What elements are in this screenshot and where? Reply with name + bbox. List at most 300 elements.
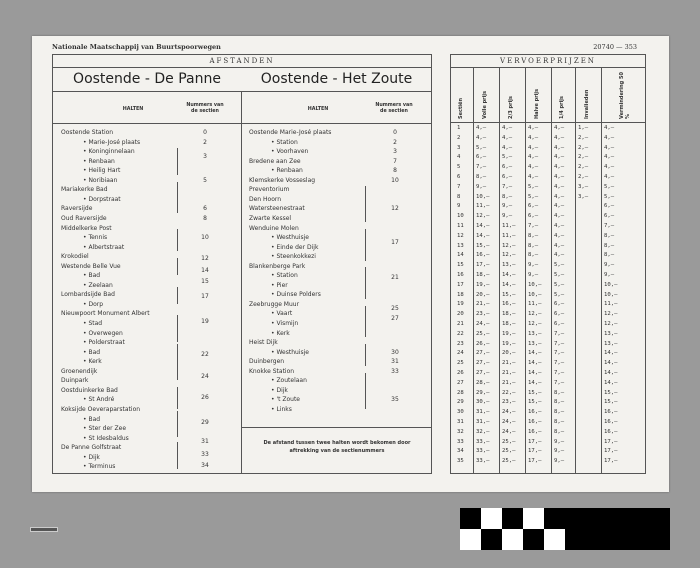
- price-cell: 6,—: [554, 321, 565, 327]
- stop-zoute: • Voorhaven: [271, 148, 309, 156]
- price-cell: 12,—: [604, 321, 618, 327]
- price-cell: 16,—: [502, 301, 516, 308]
- stop-panne: • Overwegen: [83, 329, 123, 337]
- price-cell: 9,—: [554, 448, 565, 455]
- price-column-header: 2/3 prijs: [508, 96, 514, 119]
- group-brace: [177, 258, 178, 275]
- stop-panne: • Bad: [83, 415, 101, 423]
- stop-panne: Middelkerke Post: [61, 224, 112, 232]
- stop-zoute: • Einde der Dijk: [271, 243, 319, 251]
- price-cell: 4,—: [604, 174, 615, 180]
- price-cell: 30,—: [476, 399, 490, 406]
- price-cell: 6,—: [502, 174, 513, 180]
- price-cell: 25,—: [502, 438, 516, 445]
- stop-panne: • St André: [83, 396, 115, 404]
- price-cell: 31,—: [476, 409, 490, 416]
- price-section-number: 22: [457, 330, 464, 337]
- zone-number-zoute: 7: [393, 157, 397, 165]
- price-section-number: 34: [457, 448, 464, 455]
- price-cell: 4,—: [554, 164, 565, 171]
- price-section-number: 30: [457, 409, 464, 416]
- stop-panne: • St Idesbaldus: [83, 434, 129, 442]
- price-cell: 14,—: [604, 370, 618, 376]
- stop-zoute: • Pier: [271, 281, 288, 289]
- price-section-number: 5: [457, 164, 461, 171]
- price-cell: 32,—: [476, 428, 490, 435]
- price-section-number: 26: [457, 370, 464, 376]
- price-cell: 14,—: [476, 223, 490, 229]
- price-cell: 4,—: [554, 252, 565, 259]
- price-cell: 17,—: [604, 458, 618, 465]
- price-column-header: Invalieden: [584, 89, 590, 119]
- price-cell: 3,—: [578, 183, 589, 190]
- stop-zoute: • Duinse Polders: [271, 291, 321, 299]
- stop-panne: • Tennis: [83, 234, 108, 242]
- stop-panne: • Dorp: [83, 300, 104, 308]
- group-brace: [365, 186, 366, 222]
- price-cell: 4,—: [528, 164, 539, 171]
- group-brace: [365, 306, 366, 337]
- price-cell: 9,—: [502, 213, 513, 220]
- price-cell: 12,—: [502, 252, 516, 259]
- price-cell: 13,—: [604, 330, 618, 337]
- price-cell: 3,—: [578, 193, 589, 200]
- price-cell: 22,—: [502, 389, 516, 396]
- price-cell: 12,—: [476, 213, 490, 220]
- price-cell: 15,—: [528, 399, 542, 406]
- price-cell: 6,—: [604, 203, 615, 210]
- stop-zoute: • Westhuisje: [271, 234, 309, 242]
- price-cell: 16,—: [604, 428, 618, 435]
- stop-zoute: Den Hoorn: [249, 195, 282, 203]
- stop-zoute: Zeebrugge Muur: [249, 300, 300, 308]
- zone-number-zoute: 27: [391, 315, 399, 323]
- price-cell: 6,—: [604, 213, 615, 220]
- zone-number-zoute: 21: [391, 274, 399, 282]
- group-brace: [177, 411, 178, 438]
- zone-number-zoute: 35: [391, 396, 399, 404]
- price-cell: 8,—: [554, 409, 565, 416]
- price-cell: 9,—: [528, 272, 539, 278]
- price-section-number: 18: [457, 291, 464, 298]
- price-cell: 4,—: [528, 125, 539, 131]
- afstanden-title: AFSTANDEN: [53, 55, 431, 68]
- stop-panne: • Dijk: [83, 453, 100, 461]
- price-section-number: 4: [457, 154, 461, 161]
- price-section-number: 33: [457, 438, 464, 445]
- group-brace: [177, 229, 178, 251]
- price-cell: 15,—: [476, 242, 490, 249]
- price-cell: 27,—: [476, 360, 490, 367]
- stop-panne: Oud Raversijde: [61, 214, 107, 222]
- price-cell: 8,—: [528, 252, 539, 259]
- group-brace: [177, 442, 178, 469]
- price-cell: 11,—: [502, 232, 516, 239]
- price-section-number: 10: [457, 213, 464, 220]
- group-brace: [365, 229, 366, 260]
- stop-panne: Lombardsijde Bad: [61, 291, 115, 299]
- price-cell: 11,—: [528, 301, 542, 308]
- zone-number-zoute: 30: [391, 348, 399, 356]
- price-cell: 4,—: [554, 213, 565, 220]
- price-cell: 23,—: [502, 399, 516, 406]
- stop-panne: • Terminus: [83, 463, 116, 471]
- price-section-number: 31: [457, 419, 464, 425]
- price-cell: 8,—: [554, 428, 565, 435]
- price-cell: 17,—: [528, 448, 542, 455]
- price-cell: 5,—: [554, 291, 565, 298]
- zone-number-panne: 12: [201, 255, 209, 263]
- price-cell: 16,—: [476, 252, 490, 259]
- zone-number-panne: 19: [201, 318, 209, 326]
- price-cell: 21,—: [502, 370, 516, 376]
- price-section-number: 29: [457, 399, 464, 406]
- price-section-number: 24: [457, 350, 464, 357]
- price-cell: 9,—: [554, 438, 565, 445]
- stop-panne: • Bad: [83, 272, 101, 280]
- price-cell: 17,—: [476, 262, 490, 269]
- halten-header-zoute: HALTEN: [307, 107, 329, 112]
- price-cell: 4,—: [476, 125, 487, 131]
- price-section-number: 23: [457, 340, 464, 347]
- price-cell: 4,—: [528, 174, 539, 180]
- price-cell: 8,—: [528, 232, 539, 239]
- price-cell: 4,—: [476, 134, 487, 141]
- zone-number-panne: 22: [201, 350, 209, 358]
- zone-number-zoute: 2: [393, 138, 397, 146]
- stop-panne: • Albertstraat: [83, 243, 125, 251]
- price-cell: 8,—: [502, 193, 513, 200]
- price-column-header: Halve prijs: [534, 88, 540, 119]
- stop-panne: • Kerk: [83, 358, 102, 366]
- stop-zoute: • Steenkokkezi: [271, 253, 316, 261]
- price-cell: 2,—: [578, 154, 589, 161]
- scale-bar: [460, 508, 670, 550]
- price-cell: 8,—: [604, 242, 615, 249]
- zone-number-zoute: 31: [391, 358, 399, 366]
- price-cell: 7,—: [554, 340, 565, 347]
- zone-number-zoute: 8: [393, 167, 397, 175]
- stop-panne: Groenendijk: [61, 367, 98, 375]
- zone-number-panne: 31: [201, 438, 209, 446]
- price-cell: 12,—: [502, 242, 516, 249]
- price-cell: 16,—: [604, 409, 618, 416]
- price-cell: 17,—: [604, 448, 618, 455]
- price-cell: 5,—: [528, 193, 539, 200]
- price-section-number: 13: [457, 242, 464, 249]
- price-cell: 14,—: [528, 370, 542, 376]
- price-cell: 7,—: [476, 164, 487, 171]
- price-cell: 16,—: [604, 419, 618, 425]
- zone-number-zoute: 0: [393, 129, 397, 136]
- group-brace: [365, 344, 366, 366]
- stop-zoute: • 't Zoute: [271, 396, 300, 404]
- price-section-number: 21: [457, 321, 464, 327]
- price-cell: 7,—: [528, 223, 539, 229]
- group-brace: [365, 267, 366, 298]
- price-cell: 4,—: [502, 134, 513, 141]
- stop-zoute: • Station: [271, 138, 298, 146]
- price-cell: 5,—: [502, 154, 513, 161]
- price-column-header: Volle prijs: [482, 90, 488, 119]
- price-cell: 5,—: [528, 183, 539, 190]
- price-column-header: Sectiën: [458, 97, 464, 119]
- stop-panne: • Marie-José plaats: [83, 138, 141, 146]
- price-cell: 4,—: [554, 203, 565, 210]
- print-reference: 20740 — 353: [593, 43, 637, 51]
- price-column-header: Vermindering 50 %: [619, 72, 631, 119]
- price-cell: 20,—: [502, 350, 516, 357]
- price-column-header: 1/4 prijs: [559, 96, 565, 119]
- price-cell: 4,—: [502, 125, 513, 131]
- zone-header-panne: Nummers van de sectien: [186, 103, 224, 114]
- price-cell: 18,—: [502, 321, 516, 327]
- price-cell: 14,—: [604, 350, 618, 357]
- price-cell: 7,—: [604, 223, 615, 229]
- price-cell: 2,—: [578, 144, 589, 151]
- stop-zoute: Blankenberge Park: [249, 262, 306, 270]
- price-cell: 17,—: [528, 458, 542, 465]
- stop-panne: • Renbaan: [83, 157, 115, 165]
- price-section-number: 32: [457, 428, 464, 435]
- zone-number-panne: 24: [201, 373, 209, 381]
- price-cell: 5,—: [554, 281, 565, 288]
- price-cell: 6,—: [528, 213, 539, 220]
- stop-panne: • Stad: [83, 320, 103, 327]
- price-cell: 4,—: [604, 134, 615, 141]
- stop-zoute: Heist Dijk: [249, 339, 278, 347]
- price-cell: 9,—: [604, 272, 615, 278]
- price-section-number: 27: [457, 379, 464, 386]
- stop-zoute: Watersteenestraat: [249, 205, 305, 213]
- price-cell: 21,—: [502, 360, 516, 367]
- stop-zoute: Wenduine Molen: [249, 224, 299, 232]
- stop-zoute: Knokke Station: [249, 367, 295, 375]
- price-cell: 19,—: [502, 340, 516, 347]
- price-cell: 25,—: [476, 330, 490, 337]
- zone-number-panne: 17: [201, 293, 209, 301]
- stop-panne: De Panne Golfstraat: [61, 444, 122, 452]
- price-cell: 7,—: [554, 370, 565, 376]
- zone-number-panne: 2: [203, 138, 207, 146]
- price-cell: 11,—: [604, 301, 618, 308]
- price-cell: 8,—: [554, 419, 565, 425]
- price-cell: 9,—: [554, 458, 565, 465]
- price-cell: 16,—: [528, 428, 542, 435]
- price-cell: 4,—: [528, 154, 539, 161]
- price-cell: 25,—: [502, 458, 516, 465]
- distance-note: De afstand tussen twee halten wordt bekomen door aftrekking van de sectienummers: [263, 440, 411, 454]
- stop-zoute: • Vaart: [271, 310, 293, 318]
- stop-zoute: • Station: [271, 272, 298, 280]
- price-cell: 5,—: [554, 262, 565, 269]
- price-section-number: 15: [457, 262, 464, 269]
- stop-panne: • Dorpstraat: [83, 195, 121, 203]
- stop-zoute: Bredene aan Zee: [249, 157, 301, 165]
- zone-number-zoute: 3: [393, 148, 397, 156]
- price-cell: 29,—: [476, 389, 490, 396]
- afstanden-box: [52, 54, 432, 474]
- price-section-number: 8: [457, 193, 461, 200]
- price-cell: 11,—: [502, 223, 516, 229]
- price-section-number: 7: [457, 183, 461, 190]
- price-cell: 4,—: [554, 134, 565, 141]
- price-cell: 4,—: [604, 144, 615, 151]
- price-cell: 4,—: [554, 223, 565, 229]
- price-cell: 4,—: [554, 174, 565, 180]
- group-brace: [177, 287, 178, 304]
- price-section-number: 28: [457, 389, 464, 396]
- price-cell: 9,—: [476, 183, 487, 190]
- price-cell: 33,—: [476, 438, 490, 445]
- price-cell: 16,—: [528, 409, 542, 416]
- stop-panne: • Polderstraat: [83, 339, 125, 347]
- stop-panne: • Bad: [83, 348, 101, 356]
- price-cell: 16,—: [528, 419, 542, 425]
- price-section-number: 14: [457, 252, 464, 259]
- price-cell: 8,—: [604, 252, 615, 259]
- price-cell: 7,—: [554, 350, 565, 357]
- price-cell: 10,—: [528, 291, 542, 298]
- stop-panne: Westende Belle Vue: [61, 262, 121, 270]
- price-cell: 14,—: [604, 379, 618, 386]
- zone-number-panne: 3: [203, 152, 207, 160]
- stop-panne: Oostduinkerke Bad: [61, 386, 118, 394]
- group-brace: [177, 182, 178, 213]
- price-cell: 13,—: [502, 262, 516, 269]
- group-brace: [365, 373, 366, 409]
- price-section-number: 25: [457, 360, 464, 367]
- stop-panne: • Heilig Hart: [83, 167, 121, 175]
- price-cell: 6,—: [502, 164, 513, 171]
- group-brace: [177, 315, 178, 342]
- price-cell: 4,—: [554, 154, 565, 161]
- price-cell: 9,—: [502, 203, 513, 210]
- price-cell: 27,—: [476, 350, 490, 357]
- price-section-number: 35: [457, 458, 464, 465]
- price-cell: 33,—: [476, 458, 490, 465]
- price-cell: 17,—: [528, 438, 542, 445]
- price-cell: 14,—: [528, 379, 542, 386]
- price-cell: 21,—: [476, 301, 490, 308]
- price-cell: 8,—: [528, 242, 539, 249]
- price-cell: 18,—: [476, 272, 490, 278]
- stop-zoute: Zwarte Kessel: [249, 214, 292, 222]
- price-cell: 9,—: [528, 262, 539, 269]
- price-cell: 12,—: [528, 311, 542, 318]
- zone-number-panne: 33: [201, 450, 209, 458]
- price-cell: 15,—: [528, 389, 542, 396]
- zone-number-panne: 8: [203, 214, 207, 222]
- price-cell: 4,—: [528, 134, 539, 141]
- price-cell: 4,—: [604, 125, 615, 131]
- stop-panne: • Noribiaan: [83, 176, 118, 184]
- price-cell: 18,—: [502, 311, 516, 318]
- price-section-number: 9: [457, 203, 461, 210]
- zone-number-panne: 15: [201, 277, 209, 285]
- price-section-number: 16: [457, 272, 464, 278]
- price-cell: 8,—: [554, 399, 565, 406]
- price-cell: 10,—: [528, 281, 542, 288]
- price-cell: 1,—: [578, 125, 589, 131]
- price-cell: 7,—: [554, 330, 565, 337]
- price-section-number: 11: [457, 223, 464, 229]
- price-cell: 12,—: [604, 311, 618, 318]
- price-cell: 15,—: [502, 291, 516, 298]
- price-cell: 21,—: [502, 379, 516, 386]
- price-cell: 5,—: [476, 144, 487, 151]
- stop-zoute: Klemskerke Vosseslag: [249, 176, 316, 184]
- price-cell: 24,—: [476, 321, 490, 327]
- price-cell: 5,—: [554, 272, 565, 278]
- stop-panne: Krokodiel: [61, 253, 89, 261]
- price-section-number: 17: [457, 281, 464, 288]
- price-cell: 17,—: [604, 438, 618, 445]
- zone-number-panne: 34: [201, 462, 209, 470]
- stop-zoute: Preventorium: [249, 186, 290, 194]
- price-cell: 11,—: [476, 203, 490, 210]
- price-cell: 24,—: [502, 428, 516, 435]
- stop-panne: • Ster der Zee: [83, 425, 127, 433]
- price-cell: 4,—: [528, 144, 539, 151]
- stop-zoute: • Dijk: [271, 386, 288, 394]
- price-cell: 4,—: [604, 164, 615, 171]
- price-cell: 14,—: [604, 360, 618, 367]
- price-cell: 6,—: [528, 203, 539, 210]
- vervoerprijzen-title: VERVOERPRIJZEN: [451, 55, 645, 68]
- price-cell: 4,—: [554, 144, 565, 151]
- stop-panne: • Zeelaan: [83, 281, 113, 289]
- stop-panne: Raversijde: [61, 205, 93, 213]
- stop-panne: Duinpark: [61, 377, 89, 385]
- document-sheet: [32, 36, 669, 492]
- price-cell: 14,—: [528, 350, 542, 357]
- price-section-number: 3: [457, 144, 461, 151]
- company-header: Nationale Maatschappij van Buurtspoorwegen: [52, 43, 221, 51]
- price-cell: 26,—: [476, 340, 490, 347]
- price-cell: 19,—: [502, 330, 516, 337]
- zone-number-panne: 0: [203, 129, 207, 136]
- scale-tick: [30, 527, 58, 532]
- stop-zoute: Oostende Marie-José plaats: [249, 129, 332, 136]
- stop-zoute: • Vismijn: [271, 320, 299, 327]
- price-cell: 9,—: [604, 262, 615, 269]
- price-section-number: 6: [457, 174, 461, 180]
- price-section-number: 19: [457, 301, 464, 308]
- price-cell: 19,—: [476, 281, 490, 288]
- price-cell: 24,—: [502, 419, 516, 425]
- price-cell: 31,—: [476, 419, 490, 425]
- price-cell: 15,—: [604, 389, 618, 396]
- price-cell: 14,—: [476, 232, 490, 239]
- stop-zoute: • Westhuisje: [271, 348, 309, 356]
- price-cell: 27,—: [476, 370, 490, 376]
- price-section-number: 12: [457, 232, 464, 239]
- zone-number-zoute: 33: [391, 367, 399, 375]
- zone-number-panne: 5: [203, 176, 207, 184]
- stop-zoute: • Zoutelaan: [271, 377, 307, 385]
- price-cell: 15,—: [604, 399, 618, 406]
- price-cell: 2,—: [578, 164, 589, 171]
- price-cell: 24,—: [502, 409, 516, 416]
- price-cell: 23,—: [476, 311, 490, 318]
- halten-header-panne: HALTEN: [122, 107, 144, 112]
- price-cell: 2,—: [578, 174, 589, 180]
- price-cell: 20,—: [476, 291, 490, 298]
- price-cell: 13,—: [604, 340, 618, 347]
- price-cell: 14,—: [528, 360, 542, 367]
- price-cell: 6,—: [476, 154, 487, 161]
